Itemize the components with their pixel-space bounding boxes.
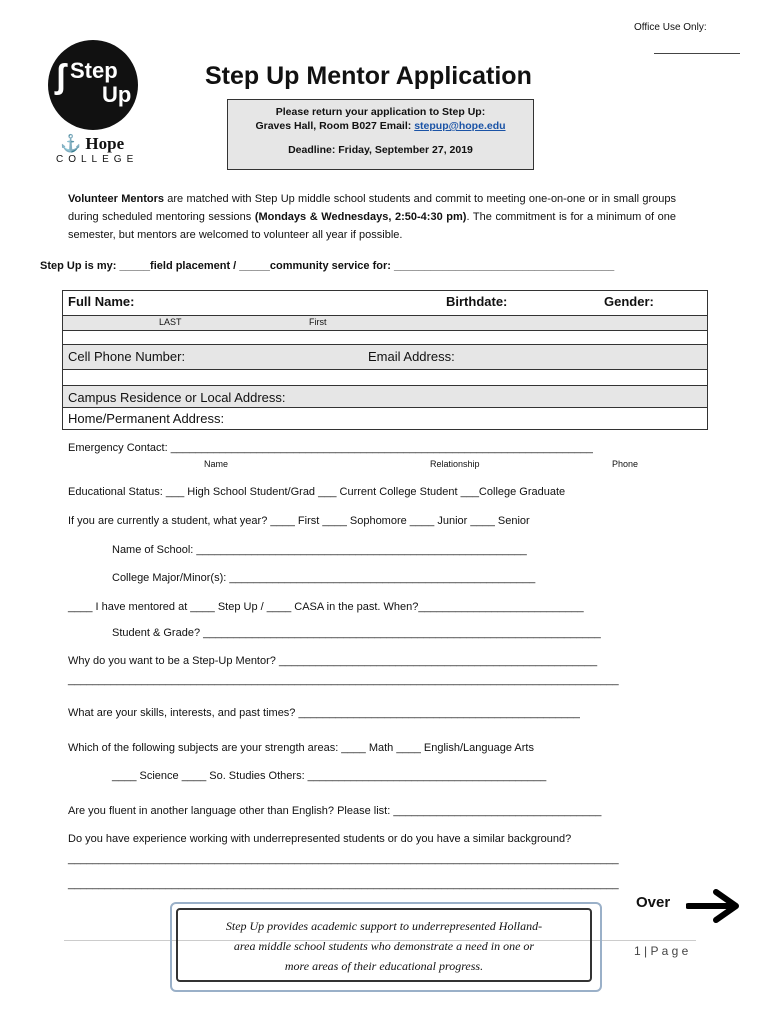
emergency-contact-line[interactable]: Emergency Contact: _____________________________________________________________________ [68,442,593,454]
note-line-3: more areas of their educational progress. [284,959,484,973]
deadline: Deadline: Friday, September 27, 2019 [288,144,473,156]
page-title: Step Up Mentor Application [205,62,532,90]
emergency-phone-sub: Phone [612,459,639,469]
return-line2 [228,120,533,132]
anchor-icon: ⚓ [60,134,82,153]
name-sub-row [63,315,707,330]
mission-note [176,908,592,982]
why-mentor-line[interactable]: Why do you want to be a Step-Up Mentor? ____________________________________________________ [68,655,598,667]
experience-answer-line-1[interactable]: __________________________________________________________________________________________ [68,853,619,865]
emergency-name-sub: Name [204,459,229,469]
applicant-info-table [62,290,708,430]
note-line-1: Step Up provides academic support to underrepresented Holland- [225,919,543,933]
last-label: LAST [159,317,182,327]
experience-answer-line-2[interactable]: __________________________________________________________________________________________ [68,878,619,890]
emergency-relationship-sub: Relationship [430,459,480,469]
first-label: First [309,317,327,327]
subjects-line-2[interactable]: ____ Science ____ So. Studies Others: _______________________________________ [112,770,547,782]
mentored-before-line[interactable]: ____ I have mentored at ____ Step Up / ____ CASA in the past. When?___________________________ [68,601,584,613]
placement-line[interactable]: Step Up is my: _____field placement / _____community service for: ____________________________________ [40,260,615,272]
campus-label: Campus Residence or Local Address: [68,390,286,405]
intro-lead: Volunteer Mentors [68,193,164,205]
intro-text1: are matched with Step Up middle school students and commit to meeting one-on-one or in small groups during scheduled mentoring sessions [68,193,676,223]
office-use-label: Office Use Only: [634,22,707,33]
person-icon: ʃ [55,58,67,96]
language-line[interactable]: Are you fluent in another language other than English? Please list: __________________________________ [68,805,602,817]
school-name-line[interactable]: Name of School: ______________________________________________________ [112,544,527,556]
email-label: Email Address: [368,349,455,364]
intro-paragraph [68,190,676,244]
name-input-row[interactable] [63,330,707,345]
contact-input-row[interactable] [63,369,707,386]
page-number: 1 | P a g e [634,944,689,958]
contact-row[interactable] [63,344,707,369]
home-label: Home/Permanent Address: [68,411,225,426]
hope-text: Hope [85,134,125,153]
over-label: Over [636,894,671,911]
hope-logo [60,134,124,154]
logo-up-text: Up [102,82,132,107]
email-link[interactable]: stepup@hope.edu [414,120,506,132]
student-grade-line[interactable]: Student & Grade? _________________________________________________________________ [112,627,601,639]
return-address: Graves Hall, Room B027 Email: [255,120,412,132]
student-year-line[interactable]: If you are currently a student, what year? ____ First ____ Sophomore ____ Junior ____ Senior [68,515,530,527]
note-line-2: area middle school students who demonstrate a need in one or [233,939,535,953]
skills-line[interactable]: What are your skills, interests, and past times? ______________________________________________ [68,707,580,719]
campus-row[interactable] [63,385,707,408]
why-mentor-extra-line[interactable]: __________________________________________________________________________________________ [68,674,619,686]
gender-label: Gender: [604,294,654,309]
educational-status-line[interactable]: Educational Status: ___ High School Student/Grad ___ Current College Student ___College Graduate [68,486,566,498]
college-text: COLLEGE [56,154,139,165]
cell-label: Cell Phone Number: [68,349,186,364]
intro-schedule: (Mondays & Wednesdays, 2:50-4:30 pm) [254,211,467,223]
full-name-label: Full Name: [68,294,135,309]
birthdate-label: Birthdate: [446,294,508,309]
logo-step-text: Step [70,58,118,83]
college-major-line[interactable]: College Major/Minor(s): __________________________________________________ [112,572,536,584]
office-use-line [654,53,740,54]
home-row[interactable] [63,407,707,429]
intro-text2: . The commitment is for a minimum of one semester, but mentors are welcomed to volunteer all year if possible. [68,211,676,241]
subjects-line[interactable]: Which of the following subjects are your strength areas: ____ Math ____ English/Language Arts [68,742,534,754]
experience-question: Do you have experience working with underrepresented students or do you have a similar background? [68,833,572,845]
arrow-right-icon [686,888,742,924]
return-info-box [227,99,534,170]
return-line1: Please return your application to Step Up: [275,106,486,118]
